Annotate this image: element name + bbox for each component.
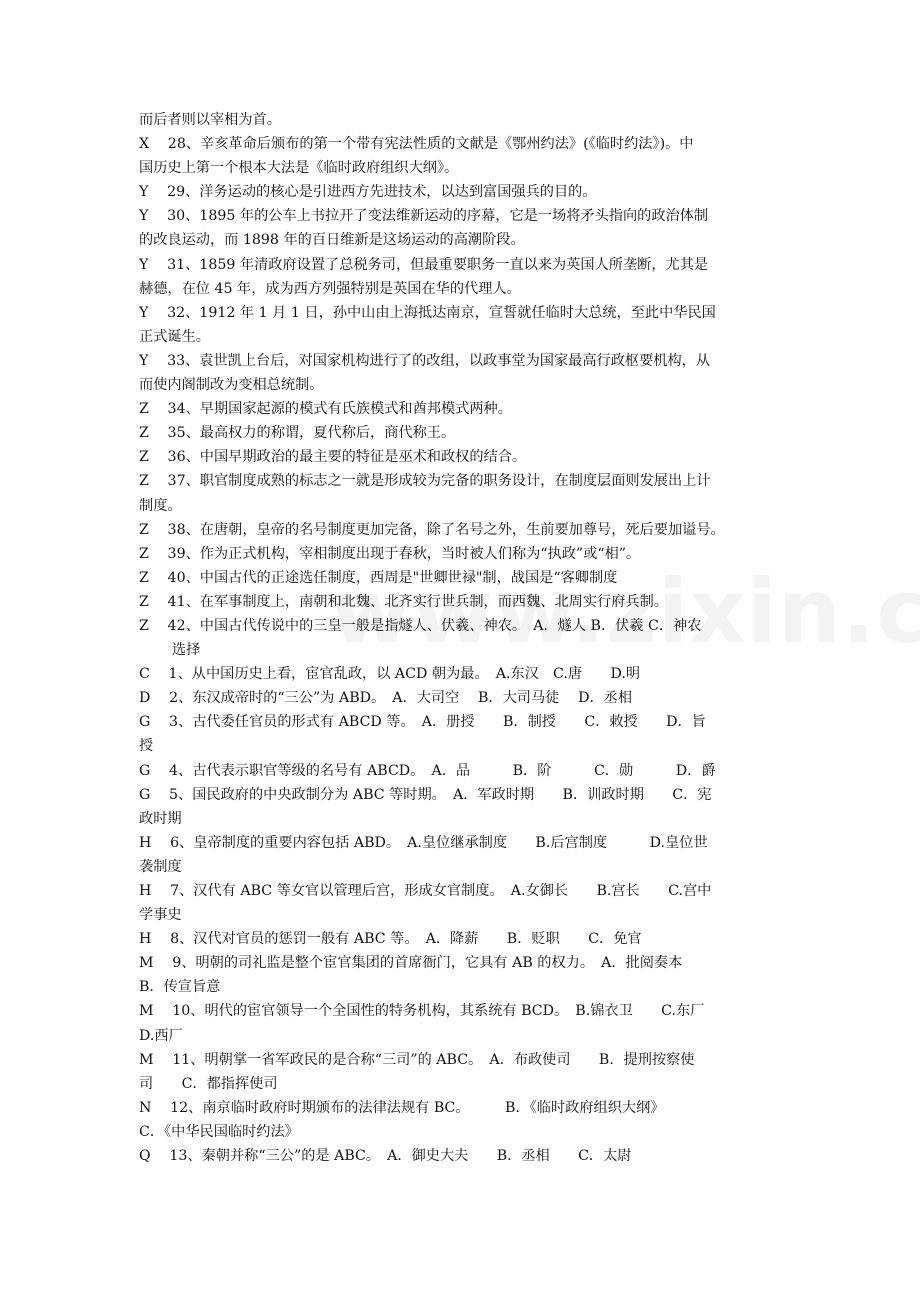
text-line: D.西厂 bbox=[139, 1027, 183, 1044]
text-line: G 5、国民政府的中央政制分为 ABC 等时期。 A．军政时期 B．训政时期 C．宪 bbox=[139, 786, 712, 803]
text-line: M 10、明代的宦官领导一个全国性的特务机构，其系统有 BCD。 B.锦衣卫 C.东厂 bbox=[139, 1003, 705, 1020]
text-line: Z 34、早期国家起源的模式有氏族模式和酋邦模式两种。 bbox=[139, 401, 512, 418]
text-line: 正式诞生。 bbox=[139, 328, 210, 345]
text-line: 而使内阁制改为变相总统制。 bbox=[139, 377, 324, 394]
text-line: G 4、古代表示职官等级的名号有 ABCD。 A．品 B．阶 C．勋 D．爵 bbox=[139, 762, 716, 779]
text-line: H 8、汉代对官员的惩罚一般有 ABC 等。 A．降薪 B．贬职 C．免官 bbox=[139, 931, 642, 948]
text-line: Z 39、作为正式机构，宰相制度出现于春秋，当时被人们称为“执政”或“相”。 bbox=[139, 545, 641, 562]
text-line: Y 29、洋务运动的核心是引进西方先进技术，以达到富国强兵的目的。 bbox=[139, 184, 597, 201]
text-line: G 3、古代委任官员的形式有 ABCD 等。 A．册授 B．制授 C．敕授 D．旨 bbox=[139, 714, 706, 731]
text-line: Y 30、1895 年的公车上书拉开了变法维新运动的序幕，它是一场将矛头指向的政治体制 bbox=[139, 208, 709, 225]
text-line: 授 bbox=[139, 738, 154, 755]
text-line: Z 36、中国早期政治的最主要的特征是巫术和政权的结合。 bbox=[139, 449, 527, 466]
text-line: Z 42、中国古代传说中的三皇一般是指燧人、伏羲、神农。 A．燧人 B．伏羲 C．神农 bbox=[139, 617, 702, 634]
text-line: 袭制度 bbox=[139, 858, 182, 875]
text-line: M 9、明朝的司礼监是整个宦官集团的首席衙门，它具有 AB 的权力。 A．批阅奏本 bbox=[139, 955, 683, 972]
text-line: 的改良运动，而 1898 年的百日维新是这场运动的高潮阶段。 bbox=[139, 232, 525, 249]
text-line: 司 C．都指挥使司 bbox=[139, 1075, 278, 1092]
text-line: M 11、明朝掌一省军政民的是合称“三司”的 ABC。 A．布政使司 B．提刑按察使 bbox=[139, 1051, 695, 1068]
text-line: 制度。 bbox=[139, 497, 182, 514]
text-line: Y 31、1859 年清政府设置了总税务司，但最重要职务一直以来为英国人所垄断，尤其是 bbox=[139, 256, 709, 273]
text-line: Z 40、中国古代的正途选任制度，西周是"世卿世禄"制，战国是“客卿制度 bbox=[139, 569, 618, 586]
text-line: Z 37、职官制度成熟的标志之一就是形成较为完备的职务设计，在制度层面则发展出上计 bbox=[139, 473, 711, 490]
text-line: 而后者则以宰相为首。 bbox=[139, 112, 281, 128]
text-line: N 12、南京临时政府时期颁布的法律法规有 BC。 B．《临时政府组织大纲》 bbox=[139, 1099, 665, 1116]
text-line: D 2、东汉成帝时的“三公”为 ABD。 A．大司空 B．大司马徒 D．丞相 bbox=[139, 690, 633, 707]
text-line: 学事史 bbox=[139, 907, 182, 924]
text-line: Z 35、最高权力的称谓，夏代称后，商代称王。 bbox=[139, 425, 456, 442]
text-line: C．《中华民国临时约法》 bbox=[139, 1123, 299, 1140]
text-line: Z 38、在唐朝，皇帝的名号制度更加完备，除了名号之外，生前要加尊号，死后要加谥号。 bbox=[139, 521, 725, 538]
text-line: Q 13、秦朝并称“三公”的是 ABC。 A．御史大夫 B．丞相 C．太尉 bbox=[139, 1148, 632, 1165]
document-page bbox=[139, 108, 787, 1168]
text-line: Y 32、1912 年 1 月 1 日，孙中山由上海抵达南京，宣誓就任临时大总统，至此中华民国 bbox=[139, 304, 716, 321]
text-line: 赫德，在位 45 年，成为西方列强特别是英国在华的代理人。 bbox=[139, 280, 521, 297]
text-line: C 1、从中国历史上看，宦官乱政，以 ACD 朝为最。 A.东汉 C.唐 D.明 bbox=[139, 666, 641, 683]
text-line: X 28、辛亥革命后颁布的第一个带有宪法性质的文献是《鄂州约法》(《临时约法》)。中 bbox=[139, 136, 694, 153]
text-line: B．传宣旨意 bbox=[139, 979, 221, 996]
text-line: Y 33、袁世凯上台后，对国家机构进行了的改组，以政事堂为国家最高行政枢要机构，从 bbox=[139, 352, 711, 369]
text-line: Z 41、在军事制度上，南朝和北魏、北齐实行世兵制，而西魏、北周实行府兵制。 bbox=[139, 593, 668, 610]
text-line: 国历史上第一个根本大法是《临时政府组织大纲》。 bbox=[139, 160, 459, 177]
text-line: 政时期 bbox=[139, 810, 182, 827]
text-line: 选择 bbox=[139, 642, 201, 659]
text-line: H 6、皇帝制度的重要内容包括 ABD。 A.皇位继承制度 B.后宫制度 D.皇位世 bbox=[139, 834, 708, 851]
text-line: H 7、汉代有 ABC 等女官以管理后宫，形成女官制度。 A.女御长 B.宫长 C.宫中 bbox=[139, 883, 712, 899]
